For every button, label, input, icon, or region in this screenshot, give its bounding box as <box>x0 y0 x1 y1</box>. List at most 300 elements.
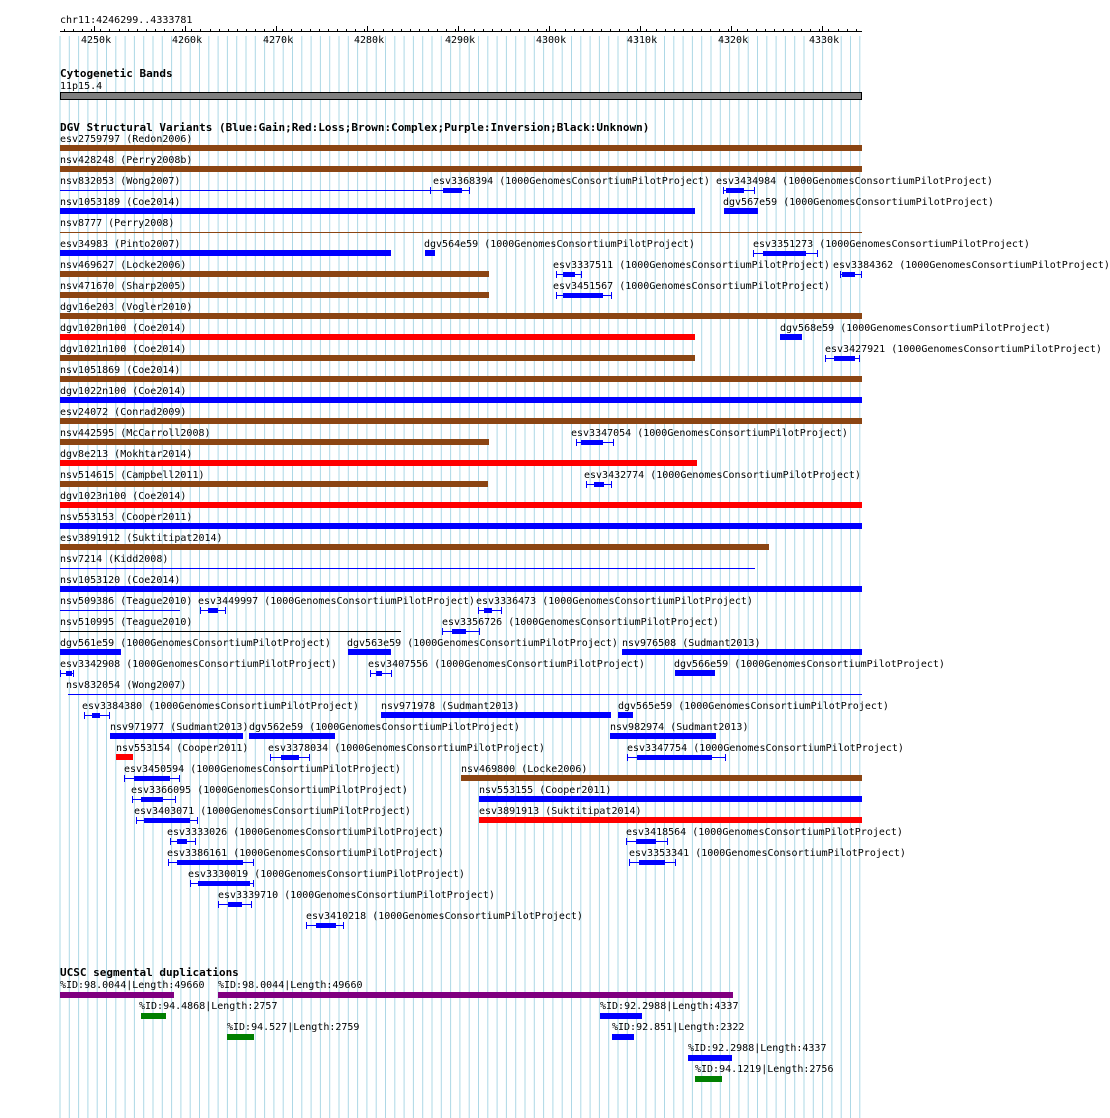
variant-label: nsv428248 (Perry2008b) <box>60 155 193 166</box>
variant-label: esv3449997 (1000GenomesConsortiumPilotProject) <box>198 596 475 607</box>
ruler-minor-tick <box>291 29 292 32</box>
variant-end-tick <box>675 859 676 866</box>
ruler-minor-tick <box>91 29 92 32</box>
variant-end-tick <box>124 775 125 782</box>
variant-end-tick <box>626 838 627 845</box>
variant-end-tick <box>825 355 826 362</box>
variant-end-tick <box>168 859 169 866</box>
variant-bar[interactable] <box>60 292 489 298</box>
ruler-tick <box>367 26 368 32</box>
ruler-minor-tick <box>674 29 675 32</box>
variant-bar[interactable] <box>60 271 489 277</box>
variant-label: esv3384380 (1000GenomesConsortiumPilotProject) <box>82 701 359 712</box>
ruler-axis <box>60 31 862 32</box>
variant-label: esv3432774 (1000GenomesConsortiumPilotProject) <box>584 470 861 481</box>
ruler-minor-tick <box>100 29 101 32</box>
variant-label: esv3891913 (Suktitipat2014) <box>479 806 642 817</box>
segdup-label: %ID:98.0044|Length:49660 <box>218 980 363 991</box>
variant-bar[interactable] <box>60 397 862 403</box>
ruler-minor-tick <box>191 29 192 32</box>
variant-end-tick <box>84 712 85 719</box>
segdup-bar[interactable] <box>60 992 174 998</box>
variant-label: esv3410218 (1000GenomesConsortiumPilotProject) <box>306 911 583 922</box>
ruler-tick <box>94 26 95 32</box>
variant-label: esv3378034 (1000GenomesConsortiumPilotProject) <box>268 743 545 754</box>
ruler-minor-tick <box>155 29 156 32</box>
ruler-minor-tick <box>519 29 520 32</box>
variant-end-tick <box>200 607 201 614</box>
ruler-minor-tick <box>683 29 684 32</box>
variant-label: dgv565e59 (1000GenomesConsortiumPilotProject) <box>618 701 889 712</box>
variant-bar[interactable] <box>639 860 665 865</box>
ruler-minor-tick <box>446 29 447 32</box>
ruler-minor-tick <box>237 29 238 32</box>
variant-bar[interactable] <box>60 313 862 319</box>
variant-bar[interactable] <box>60 232 862 233</box>
variant-bar[interactable] <box>381 712 611 718</box>
ruler-minor-tick <box>774 29 775 32</box>
ruler-minor-tick <box>410 29 411 32</box>
variant-label: nsv832053 (Wong2007) <box>60 176 181 187</box>
variant-bar[interactable] <box>177 839 187 844</box>
ruler-minor-tick <box>464 29 465 32</box>
variant-bar[interactable] <box>425 250 435 256</box>
variant-bar[interactable] <box>675 670 715 676</box>
variant-label: nsv509386 (Teague2010) <box>60 596 193 607</box>
variant-bar[interactable] <box>281 755 299 760</box>
variant-label: esv3403071 (1000GenomesConsortiumPilotProject) <box>134 806 411 817</box>
variant-end-tick <box>343 922 344 929</box>
variant-end-tick <box>175 796 176 803</box>
cytoband-track-title: Cytogenetic Bands <box>60 67 173 80</box>
segdup-label: %ID:92.2988|Length:4337 <box>600 1001 739 1012</box>
variant-end-tick <box>613 439 614 446</box>
ruler-minor-tick <box>119 29 120 32</box>
variant-bar[interactable] <box>60 334 695 340</box>
ruler-minor-tick <box>474 29 475 32</box>
variant-bar[interactable] <box>60 418 862 424</box>
variant-bar[interactable] <box>726 188 744 193</box>
variant-bar[interactable] <box>452 629 466 634</box>
ruler-minor-tick <box>728 29 729 32</box>
variant-bar[interactable] <box>116 754 133 760</box>
variant-bar[interactable] <box>834 356 855 361</box>
variant-bar[interactable] <box>594 482 604 487</box>
ruler-minor-tick <box>383 29 384 32</box>
variant-label: dgv563e59 (1000GenomesConsortiumPilotProject) <box>347 638 618 649</box>
variant-label: dgv1023n100 (Coe2014) <box>60 491 187 502</box>
variant-label: esv3368394 (1000GenomesConsortiumPilotProject) <box>433 176 710 187</box>
variant-bar[interactable] <box>177 860 243 865</box>
ruler-minor-tick <box>819 29 820 32</box>
segdup-track-title: UCSC segmental duplications <box>60 966 239 979</box>
ruler-tick <box>458 26 459 32</box>
ruler-tick <box>822 26 823 32</box>
variant-label: esv3333026 (1000GenomesConsortiumPilotProject) <box>167 827 444 838</box>
ruler-minor-tick <box>737 29 738 32</box>
variant-end-tick <box>109 712 110 719</box>
genomic-position-label: chr11:4246299..4333781 <box>60 15 193 26</box>
variant-end-tick <box>225 607 226 614</box>
variant-label: esv34983 (Pinto2007) <box>60 239 181 250</box>
ruler-minor-tick <box>301 29 302 32</box>
ruler-minor-tick <box>501 29 502 32</box>
ruler-minor-tick <box>373 29 374 32</box>
ruler-minor-tick <box>765 29 766 32</box>
ruler-minor-tick <box>565 29 566 32</box>
ruler-minor-tick <box>82 29 83 32</box>
ruler-tick-label: 4320k <box>718 35 749 46</box>
ruler-minor-tick <box>528 29 529 32</box>
ruler-minor-tick <box>392 29 393 32</box>
cytoband-bar[interactable] <box>60 92 862 100</box>
variant-label: esv3891912 (Suktitipat2014) <box>60 533 223 544</box>
ruler-minor-tick <box>665 29 666 32</box>
ruler-minor-tick <box>710 29 711 32</box>
variant-label: esv3347054 (1000GenomesConsortiumPilotProject) <box>571 428 848 439</box>
segdup-bar[interactable] <box>227 1034 254 1040</box>
variant-bar[interactable] <box>208 608 218 613</box>
variant-bar[interactable] <box>60 544 769 550</box>
ruler-minor-tick <box>200 29 201 32</box>
variant-label: nsv469800 (Locke2006) <box>461 764 588 775</box>
variant-end-tick <box>861 271 862 278</box>
ruler-minor-tick <box>264 29 265 32</box>
ruler-minor-tick <box>856 29 857 32</box>
variant-label: dgv561e59 (1000GenomesConsortiumPilotProject) <box>60 638 331 649</box>
ruler-minor-tick <box>146 29 147 32</box>
variant-end-tick <box>753 250 754 257</box>
ruler-minor-tick <box>364 29 365 32</box>
ruler-minor-tick <box>328 29 329 32</box>
variant-bar[interactable] <box>60 190 432 191</box>
ruler-minor-tick <box>792 29 793 32</box>
ruler-minor-tick <box>109 29 110 32</box>
variant-label: nsv7214 (Kidd2008) <box>60 554 169 565</box>
variant-bar[interactable] <box>60 376 862 382</box>
segdup-label: %ID:92.851|Length:2322 <box>612 1022 745 1033</box>
ruler-minor-tick <box>847 29 848 32</box>
variant-label: esv3347754 (1000GenomesConsortiumPilotProject) <box>627 743 904 754</box>
variant-bar[interactable] <box>780 334 802 340</box>
ruler-minor-tick <box>701 29 702 32</box>
variant-label: nsv442595 (McCarroll2008) <box>60 428 211 439</box>
variant-end-tick <box>270 754 271 761</box>
variant-end-tick <box>306 922 307 929</box>
variant-label: esv2759797 (Redon2006) <box>60 134 193 145</box>
ruler-minor-tick <box>828 29 829 32</box>
variant-bar[interactable] <box>198 881 250 886</box>
variant-end-tick <box>817 250 818 257</box>
variant-label: nsv8777 (Perry2008) <box>60 218 175 229</box>
ruler-tick-label: 4280k <box>354 35 385 46</box>
variant-bar[interactable] <box>60 208 695 214</box>
variant-end-tick <box>190 880 191 887</box>
variant-bar[interactable] <box>636 839 656 844</box>
variant-bar[interactable] <box>60 631 401 632</box>
variant-label: esv3450594 (1000GenomesConsortiumPilotProject) <box>124 764 401 775</box>
variant-end-tick <box>170 838 171 845</box>
variant-end-tick <box>469 187 470 194</box>
variant-label: nsv553153 (Cooper2011) <box>60 512 193 523</box>
variant-bar[interactable] <box>92 713 100 718</box>
ruler-minor-tick <box>510 29 511 32</box>
ruler-minor-tick <box>537 29 538 32</box>
variant-end-tick <box>586 481 587 488</box>
variant-bar[interactable] <box>842 272 855 277</box>
variant-bar[interactable] <box>563 272 575 277</box>
segdup-label: %ID:94.4868|Length:2757 <box>139 1001 278 1012</box>
variant-end-tick <box>479 628 480 635</box>
variant-label: nsv982974 (Sudmant2013) <box>610 722 749 733</box>
variant-bar[interactable] <box>484 608 492 613</box>
variant-label: dgv1021n100 (Coe2014) <box>60 344 187 355</box>
segdup-bar[interactable] <box>612 1034 634 1040</box>
ruler-minor-tick <box>246 29 247 32</box>
variant-bar[interactable] <box>60 166 862 172</box>
variant-bar[interactable] <box>348 649 391 655</box>
ruler-tick-label: 4290k <box>445 35 476 46</box>
variant-label: esv3342908 (1000GenomesConsortiumPilotProject) <box>60 659 337 670</box>
variant-end-tick <box>723 187 724 194</box>
variant-label: dgv567e59 (1000GenomesConsortiumPilotProject) <box>723 197 994 208</box>
variant-label: esv3434984 (1000GenomesConsortiumPilotProject) <box>716 176 993 187</box>
ruler-minor-tick <box>255 29 256 32</box>
variant-bar[interactable] <box>249 733 335 739</box>
variant-end-tick <box>611 292 612 299</box>
ruler-minor-tick <box>419 29 420 32</box>
variant-end-tick <box>556 292 557 299</box>
ruler-minor-tick <box>583 29 584 32</box>
variant-label: esv3386161 (1000GenomesConsortiumPilotProject) <box>167 848 444 859</box>
ruler-tick-label: 4310k <box>627 35 658 46</box>
variant-end-tick <box>309 754 310 761</box>
variant-label: nsv553155 (Cooper2011) <box>479 785 612 796</box>
variant-end-tick <box>136 817 137 824</box>
variant-bar[interactable] <box>622 649 862 655</box>
ruler-minor-tick <box>228 29 229 32</box>
ruler-minor-tick <box>310 29 311 32</box>
variant-label: esv3407556 (1000GenomesConsortiumPilotProject) <box>368 659 645 670</box>
variant-bar[interactable] <box>479 796 862 802</box>
variant-end-tick <box>840 271 841 278</box>
ruler-minor-tick <box>838 29 839 32</box>
ruler-tick-label: 4250k <box>81 35 112 46</box>
variant-bar[interactable] <box>724 208 758 214</box>
variant-bar[interactable] <box>60 610 180 611</box>
ruler-minor-tick <box>555 29 556 32</box>
variant-end-tick <box>218 901 219 908</box>
variant-end-tick <box>197 817 198 824</box>
ruler-minor-tick <box>219 29 220 32</box>
variant-label: dgv1020n100 (Coe2014) <box>60 323 187 334</box>
variant-bar[interactable] <box>60 460 697 466</box>
ruler-minor-tick <box>337 29 338 32</box>
variant-bar[interactable] <box>376 671 382 676</box>
variant-end-tick <box>556 271 557 278</box>
ruler-tick-label: 4300k <box>536 35 567 46</box>
variant-bar[interactable] <box>60 502 862 508</box>
segdup-bar[interactable] <box>141 1013 166 1019</box>
variant-label: esv3330019 (1000GenomesConsortiumPilotProject) <box>188 869 465 880</box>
variant-bar[interactable] <box>68 694 862 695</box>
variant-label: nsv1051869 (Coe2014) <box>60 365 181 376</box>
variant-label: nsv971978 (Sudmant2013) <box>381 701 520 712</box>
variant-bar[interactable] <box>60 250 391 256</box>
segdup-bar[interactable] <box>218 992 733 998</box>
variant-end-tick <box>251 901 252 908</box>
ruler-minor-tick <box>73 29 74 32</box>
segdup-label: %ID:92.2988|Length:4337 <box>688 1043 827 1054</box>
variant-end-tick <box>60 670 61 677</box>
variant-end-tick <box>754 187 755 194</box>
variant-bar[interactable] <box>66 671 72 676</box>
variant-label: nsv510995 (Teague2010) <box>60 617 193 628</box>
ruler-minor-tick <box>401 29 402 32</box>
ruler-minor-tick <box>128 29 129 32</box>
ruler-minor-tick <box>546 29 547 32</box>
ruler-minor-tick <box>173 29 174 32</box>
variant-label: dgv568e59 (1000GenomesConsortiumPilotProject) <box>780 323 1051 334</box>
ruler-minor-tick <box>319 29 320 32</box>
variant-label: nsv469627 (Locke2006) <box>60 260 187 271</box>
variant-bar[interactable] <box>144 818 190 823</box>
variant-bar[interactable] <box>763 251 806 256</box>
variant-end-tick <box>442 628 443 635</box>
ruler-tick <box>731 26 732 32</box>
variant-end-tick <box>627 754 628 761</box>
variant-bar[interactable] <box>110 733 243 739</box>
variant-bar[interactable] <box>637 755 712 760</box>
variant-end-tick <box>859 355 860 362</box>
ruler-minor-tick <box>483 29 484 32</box>
variant-bar[interactable] <box>134 776 170 781</box>
variant-bar[interactable] <box>618 712 633 718</box>
variant-bar[interactable] <box>60 355 695 361</box>
ruler-minor-tick <box>492 29 493 32</box>
ruler-tick-label: 4330k <box>809 35 840 46</box>
variant-end-tick <box>478 607 479 614</box>
variant-label: esv3339710 (1000GenomesConsortiumPilotProject) <box>218 890 495 901</box>
variant-end-tick <box>576 439 577 446</box>
variant-bar[interactable] <box>60 523 862 529</box>
variant-bar[interactable] <box>60 586 862 592</box>
variant-label: nsv553154 (Cooper2011) <box>116 743 249 754</box>
variant-label: nsv832054 (Wong2007) <box>66 680 187 691</box>
variant-bar[interactable] <box>443 188 462 193</box>
ruler-minor-tick <box>64 29 65 32</box>
variant-bar[interactable] <box>316 923 336 928</box>
ruler-tick <box>640 26 641 32</box>
ruler-minor-tick <box>210 29 211 32</box>
variant-label: nsv514615 (Campbell2011) <box>60 470 205 481</box>
ruler-minor-tick <box>282 29 283 32</box>
variant-end-tick <box>629 859 630 866</box>
variant-bar[interactable] <box>60 568 755 569</box>
variant-label: dgv8e213 (Mokhtar2014) <box>60 449 193 460</box>
variant-bar[interactable] <box>461 775 862 781</box>
variant-end-tick <box>195 838 196 845</box>
variant-label: nsv471670 (Sharp2005) <box>60 281 187 292</box>
ruler-tick <box>276 26 277 32</box>
variant-label: esv3427921 (1000GenomesConsortiumPilotProject) <box>825 344 1102 355</box>
segdup-bar[interactable] <box>600 1013 642 1019</box>
variant-bar[interactable] <box>228 902 242 907</box>
ruler-tick <box>549 26 550 32</box>
ruler-minor-tick <box>428 29 429 32</box>
variant-label: esv3418564 (1000GenomesConsortiumPilotProject) <box>626 827 903 838</box>
variant-bar[interactable] <box>60 649 121 655</box>
variant-bar[interactable] <box>610 733 716 739</box>
ruler-minor-tick <box>601 29 602 32</box>
variant-bar[interactable] <box>581 440 603 445</box>
segdup-label: %ID:94.527|Length:2759 <box>227 1022 360 1033</box>
variant-label: nsv1053120 (Coe2014) <box>60 575 181 586</box>
variant-label: dgv1022n100 (Coe2014) <box>60 386 187 397</box>
variant-label: dgv562e59 (1000GenomesConsortiumPilotProject) <box>249 722 520 733</box>
ruler-minor-tick <box>355 29 356 32</box>
variant-bar[interactable] <box>60 145 862 151</box>
variant-label: dgv16e203 (Vogler2010) <box>60 302 193 313</box>
variant-end-tick <box>611 481 612 488</box>
variant-bar[interactable] <box>60 481 488 487</box>
variant-end-tick <box>253 859 254 866</box>
variant-bar[interactable] <box>60 439 489 445</box>
dgv-track-title: DGV Structural Variants (Blue:Gain;Red:Loss;Brown:Complex;Purple:Inversion;Black:Unknown) <box>60 121 650 134</box>
ruler-minor-tick <box>628 29 629 32</box>
segdup-label: %ID:94.1219|Length:2756 <box>695 1064 834 1075</box>
variant-label: nsv1053189 (Coe2014) <box>60 197 181 208</box>
ruler-minor-tick <box>656 29 657 32</box>
segdup-label: %ID:98.0044|Length:49660 <box>60 980 205 991</box>
ruler-minor-tick <box>619 29 620 32</box>
ruler-minor-tick <box>592 29 593 32</box>
variant-end-tick <box>391 670 392 677</box>
ruler-minor-tick <box>455 29 456 32</box>
variant-bar[interactable] <box>141 797 163 802</box>
ruler-minor-tick <box>437 29 438 32</box>
variant-label: esv3336473 (1000GenomesConsortiumPilotProject) <box>476 596 753 607</box>
variant-label: esv3366095 (1000GenomesConsortiumPilotProject) <box>131 785 408 796</box>
ruler-minor-tick <box>719 29 720 32</box>
variant-label: esv3356726 (1000GenomesConsortiumPilotProject) <box>442 617 719 628</box>
ruler-minor-tick <box>574 29 575 32</box>
ruler-tick-label: 4260k <box>172 35 203 46</box>
variant-end-tick <box>179 775 180 782</box>
segdup-bar[interactable] <box>688 1055 732 1061</box>
variant-end-tick <box>581 271 582 278</box>
ruler-minor-tick <box>610 29 611 32</box>
ruler-minor-tick <box>646 29 647 32</box>
variant-bar[interactable] <box>563 293 603 298</box>
ruler-tick <box>185 26 186 32</box>
variant-label: esv3353341 (1000GenomesConsortiumPilotProject) <box>629 848 906 859</box>
ruler-minor-tick <box>273 29 274 32</box>
ruler-minor-tick <box>747 29 748 32</box>
variant-end-tick <box>253 880 254 887</box>
variant-end-tick <box>667 838 668 845</box>
variant-bar[interactable] <box>479 817 862 823</box>
variant-end-tick <box>73 670 74 677</box>
ruler-minor-tick <box>182 29 183 32</box>
ruler-minor-tick <box>801 29 802 32</box>
variant-label: dgv564e59 (1000GenomesConsortiumPilotProject) <box>424 239 695 250</box>
variant-label: esv3337511 (1000GenomesConsortiumPilotProject) <box>553 260 830 271</box>
variant-end-tick <box>501 607 502 614</box>
variant-label: nsv971977 (Sudmant2013) <box>110 722 249 733</box>
segdup-bar[interactable] <box>695 1076 722 1082</box>
variant-end-tick <box>370 670 371 677</box>
